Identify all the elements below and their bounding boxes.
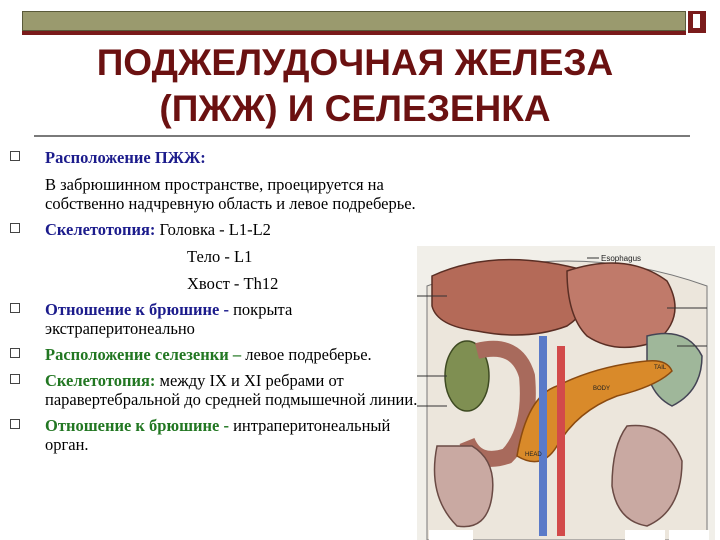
slide-title — [0, 40, 710, 132]
item-text: В забрюшинном пространстве, проецируется на собственно надчревную область и левое подреберье. — [45, 175, 416, 213]
bullet-square-icon — [10, 303, 20, 313]
bullet-square-icon — [10, 419, 20, 429]
bullet-square-icon — [10, 348, 20, 358]
item-text: интраперитонеальный орган. — [45, 416, 391, 454]
label-body: BODY — [593, 386, 611, 392]
label-esophagus: Esophagus — [601, 254, 642, 263]
item-label: Скелетотопия: — [45, 220, 156, 239]
item-label: Расположение селезенки – — [45, 345, 242, 364]
item-text: Головка - L1-L2 — [159, 220, 271, 239]
bullet-item-peritoneum — [8, 300, 428, 338]
bullet-item-skeletotopy — [8, 220, 428, 293]
bullet-square-icon — [10, 374, 20, 384]
title-line-1: ПОДЖЕЛУДОЧНАЯ ЖЕЛЕЗА — [96, 42, 614, 83]
item-label: Скелетотопия: — [45, 371, 156, 390]
item-text-line2: Тело - L1 — [187, 247, 253, 266]
label-tail: TAIL — [654, 365, 667, 371]
bullet-square-icon — [10, 223, 20, 233]
bullet-item-spleen-peritoneum — [8, 416, 428, 454]
corner-accent-inner — [693, 14, 700, 28]
anatomy-svg — [417, 246, 715, 540]
top-bar-accent — [22, 31, 686, 35]
bullet-item-spleen-location — [8, 345, 428, 364]
bullet-item-spleen-skeletotopy — [8, 371, 428, 409]
item-text: покрыта экстраперитонеально — [45, 300, 293, 338]
title-divider — [34, 135, 690, 137]
label-box — [429, 530, 473, 540]
liver-shape — [432, 260, 590, 335]
item-label: Отношение к брюшине - — [45, 300, 229, 319]
aorta-shape — [557, 346, 565, 536]
item-text: между IX и XI ребрами от паравертебральной до средней подмышечной линии. — [45, 371, 418, 409]
title-line-2: (ПЖЖ) И СЕЛЕЗЕНКА — [159, 88, 551, 129]
item-text: левое подреберье. — [245, 345, 372, 364]
item-text-line3: Хвост - Th12 — [187, 274, 279, 293]
item-label: Расположение ПЖЖ: — [45, 148, 206, 167]
vena-cava-shape — [539, 336, 547, 536]
anatomy-illustration — [417, 246, 715, 540]
item-label: Отношение к брюшине - — [45, 416, 229, 435]
bullet-item-pancreas-location — [8, 148, 428, 213]
label-box — [625, 530, 665, 540]
top-bar — [22, 11, 686, 31]
bullet-list — [8, 148, 428, 461]
label-box — [669, 530, 709, 540]
bullet-square-icon — [10, 151, 20, 161]
label-head: HEAD — [525, 452, 542, 458]
